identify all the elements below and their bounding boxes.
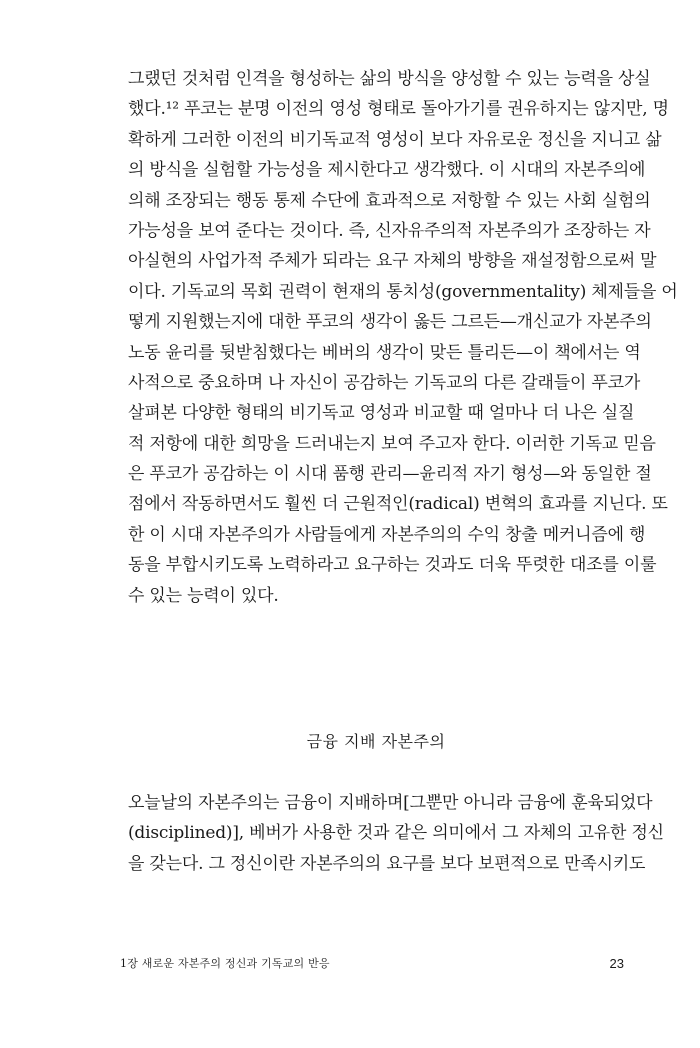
text-line: 의해 조장되는 행동 통제 수단에 효과적으로 저항할 수 있는 사회 실험의	[128, 190, 651, 211]
text-line: 가능성을 보여 준다는 것이다. 즉, 신자유주의적 자본주의가 조장하는 자	[128, 220, 651, 241]
text-line: 노동 윤리를 뒷받침했다는 베버의 생각이 맞든 틀리든—이 책에서는 역	[128, 342, 641, 363]
text-line: 을 갖는다. 그 정신이란 자본주의의 요구를 보다 보편적으로 만족시키도	[128, 853, 646, 874]
text-line: 사적으로 중요하며 나 자신이 공감하는 기독교의 다른 갈래들이 푸코가	[128, 372, 641, 393]
text-line: 살펴본 다양한 형태의 비기독교 영성과 비교할 때 얼마나 더 나은 실질	[128, 403, 635, 424]
text-line: (disciplined)], 베버가 사용한 것과 같은 의미에서 그 자체의 고유한 정신	[128, 823, 664, 844]
text-line: 점에서 작동하면서도 훨씬 더 근원적인(radical) 변혁의 효과를 지닌다. 또	[128, 494, 668, 515]
page-number: 23	[609, 956, 624, 971]
text-line: 은 푸코가 공감하는 이 시대 품행 관리—윤리적 자기 형성—와 동일한 절	[128, 464, 652, 485]
text-line: 동을 부합시키도록 노력하라고 요구하는 것과도 더욱 뚜렷한 대조를 이룰	[128, 555, 657, 576]
running-title: 1장 새로운 자본주의 정신과 기독교의 반응	[120, 957, 330, 970]
text-line-last: 수 있는 능력이 있다.	[128, 585, 279, 606]
text-line: 이다. 기독교의 목회 권력이 현재의 통치성(governmentality) 체제들을 어	[128, 281, 678, 302]
text-line: 한 이 시대 자본주의가 사람들에게 자본주의의 수익 창출 메커니즘에 행	[128, 524, 646, 545]
text-line: 적 저항에 대한 희망을 드러내는지 보여 주고자 한다. 이러한 기독교 믿음	[128, 433, 656, 454]
text-line: 아실현의 사업가적 주체가 되라는 요구 자체의 방향을 재설정함으로써 말	[128, 251, 657, 272]
text-line: 의 방식을 실험할 가능성을 제시한다고 생각했다. 이 시대의 자본주의에	[128, 160, 646, 181]
body-paragraph-2	[128, 788, 664, 879]
text-line: 그랬던 것처럼 인격을 형성하는 삶의 방식을 양성할 수 있는 능력을 상실	[128, 69, 651, 89]
text-line: 확하게 그러한 이전의 비기독교적 영성이 보다 자유로운 정신을 지니고 삶	[128, 129, 662, 150]
body-paragraph-1	[128, 64, 678, 611]
text-line: 했다.¹² 푸코는 분명 이전의 영성 형태로 돌아가기를 권유하지는 않지만, 명	[128, 99, 669, 120]
text-line: 오늘날의 자본주의는 금융이 지배하며[그뿐만 아니라 금융에 훈육되었다	[128, 793, 653, 813]
text-line: 떻게 지원했는지에 대한 푸코의 생각이 옳든 그르든—개신교가 자본주의	[128, 312, 652, 333]
section-heading: 금융 지배 자본주의	[306, 732, 446, 751]
